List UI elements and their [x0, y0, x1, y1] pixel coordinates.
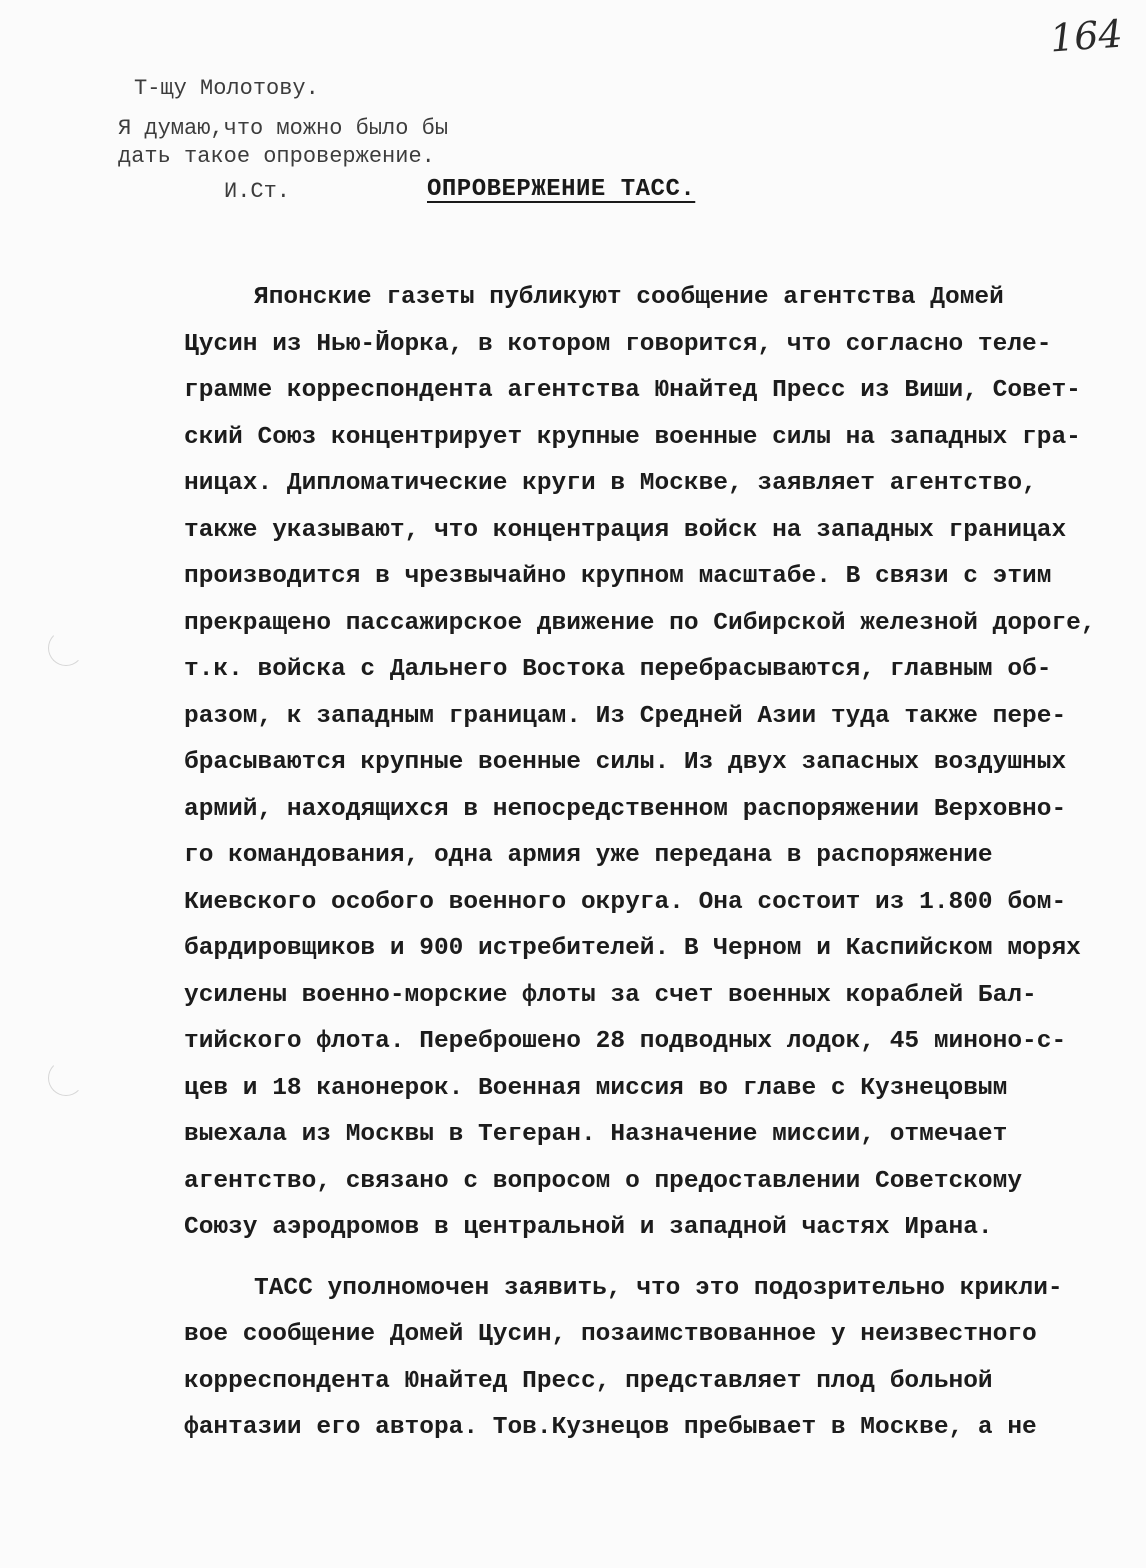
punch-hole-mark	[48, 630, 84, 666]
text-line: Японские газеты публикуют сообщение агентства Домей	[254, 284, 1004, 311]
text-line: фантазии его автора. Тов.Кузнецов пребывает в Москве, а не	[184, 1414, 1037, 1441]
text-line: также указывают, что концентрация войск на западных границах	[184, 516, 1067, 544]
text-line: го командования, одна армия уже передана в распоряжение	[184, 842, 993, 869]
text-line: бардировщиков и 900 истребителей. В Черном и Каспийском морях	[184, 935, 1081, 962]
text-line: корреспондента Юнайтед Пресс, представляет плод больной	[184, 1367, 993, 1395]
resolution-addressee: Т-щу Молотову.	[134, 76, 319, 101]
text-line: прекращено пассажирское движение по Сибирской железной дороге,	[184, 609, 1096, 637]
text-line: усилены военно-морские флоты за счет военных кораблей Бал-	[184, 981, 1037, 1009]
text-line: ТАСС уполномочен заявить, что это подозрительно крикли-	[254, 1274, 1063, 1302]
text-line: выехала из Москвы в Тегеран. Назначение миссии, отмечает	[184, 1121, 1008, 1148]
text-line: Союзу аэродромов в центральной и западной частях Ирана.	[184, 1214, 993, 1241]
text-line: цев и 18 канонерок. Военная миссия во главе с Кузнецовым	[184, 1074, 1008, 1102]
paragraph-1	[184, 275, 1109, 1252]
text-line: армий, находящихся в непосредственном распоряжении Верховно-	[184, 795, 1067, 823]
text-line: Цусин из Нью-Йорка, в котором говорится, что согласно теле-	[184, 330, 1052, 358]
resolution-signature: И.Ст.	[224, 179, 291, 204]
document-title: ОПРОВЕРЖЕНИЕ ТАСС.	[427, 176, 696, 203]
text-line: разом, к западным границам. Из Средней Азии туда также пере-	[184, 702, 1067, 730]
punch-hole-mark	[48, 1060, 84, 1096]
resolution-text-line-1: Я думаю,что можно было бы	[118, 116, 449, 141]
text-line: ский Союз концентрирует крупные военные силы на западных гра-	[184, 423, 1081, 451]
handwritten-page-number: 164	[1048, 11, 1124, 61]
text-line: грамме корреспондента агентства Юнайтед Пресс из Виши, Совет-	[184, 377, 1081, 404]
text-line: производится в чрезвычайно крупном масштабе. В связи с этим	[184, 563, 1052, 590]
resolution-text-line-2: дать такое опровержение.	[118, 144, 435, 169]
text-line: брасываются крупные военные силы. Из двух запасных воздушных	[184, 749, 1067, 776]
paragraph-2	[184, 1266, 1109, 1452]
text-line: тийского флота. Переброшено 28 подводных лодок, 45 миноно-с-	[184, 1028, 1067, 1055]
text-line: т.к. войска с Дальнего Востока перебрасываются, главным об-	[184, 656, 1052, 683]
text-line: агентство, связано с вопросом о предоставлении Советскому	[184, 1167, 1023, 1195]
text-line: ницах. Дипломатические круги в Москве, заявляет агентство,	[184, 470, 1037, 497]
paragraph-gap	[184, 1252, 1109, 1266]
text-line: Киевского особого военного округа. Она состоит из 1.800 бом-	[184, 888, 1067, 916]
text-line: вое сообщение Домей Цусин, позаимствованное у неизвестного	[184, 1321, 1037, 1348]
document-body	[184, 275, 1109, 1452]
